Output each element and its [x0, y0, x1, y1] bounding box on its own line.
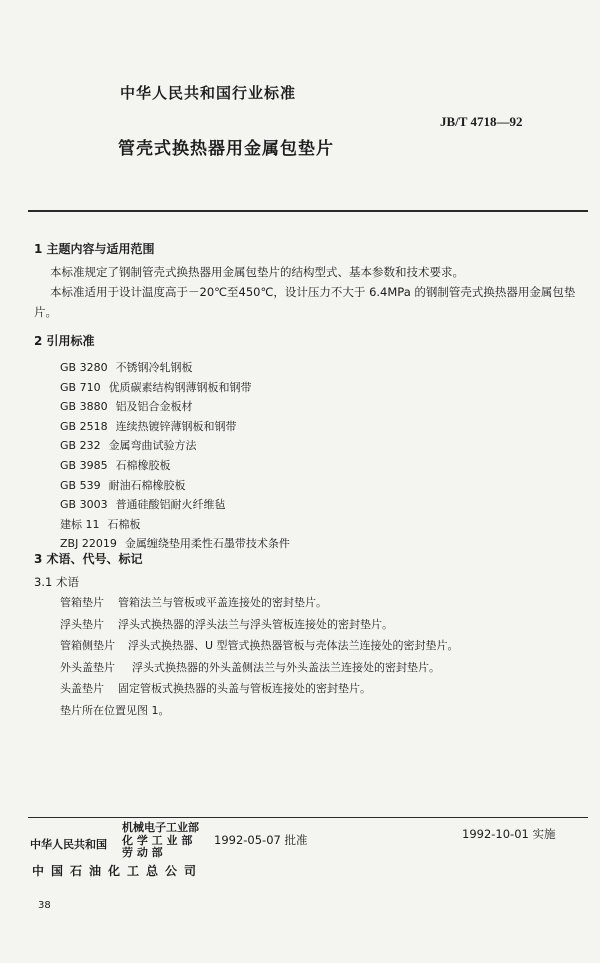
ministry-heading: 中华人民共和国行业标准	[120, 84, 297, 102]
ministry-name: 机械电子工业部	[122, 821, 199, 834]
term-name: 管箱侧垫片	[60, 639, 115, 652]
standard-name: 金属弯曲试验方法	[108, 439, 197, 453]
list-item	[60, 397, 290, 417]
list-item	[60, 358, 290, 378]
term-definition: 浮头式换热器的外头盖侧法兰与外头盖法兰连接处的密封垫片。	[132, 660, 440, 674]
standard-name: 耐油石棉橡胶板	[108, 478, 186, 492]
section-3-1-heading: 3.1 术语	[34, 575, 79, 589]
standard-name: 连续热镀锌薄钢板和钢带	[115, 419, 237, 433]
list-item	[60, 678, 459, 700]
term-definition: 管箱法兰与管板或平盖连接处的密封垫片。	[118, 596, 327, 609]
effective-date: 1992-10-01 实施	[462, 827, 556, 841]
section-1-para-2-text: 本标准适用于设计温度高于－20℃至450℃，设计压力不大于 6.4MPa 的钢制管壳式换热器用金属包垫片。	[34, 285, 576, 319]
term-name: 管箱垫片	[60, 596, 104, 609]
list-item	[60, 515, 290, 535]
term-definition: 浮头式换热器、U 型管式换热器管板与壳体法兰连接处的密封垫片。	[128, 639, 459, 652]
section-1-heading: 1 主题内容与适用范围	[34, 242, 155, 256]
issuing-corporation: 中国石油化工总公司	[32, 864, 204, 878]
standard-number: GB 539	[60, 478, 101, 492]
standard-number: GB 3280	[60, 361, 108, 374]
list-item	[60, 378, 290, 398]
term-definition: 浮头式换热器的浮头法兰与浮头管板连接处的密封垫片。	[118, 617, 393, 631]
list-item	[60, 456, 290, 476]
section-2-heading: 2 引用标准	[34, 334, 95, 348]
issuer-country: 中华人民共和国	[30, 838, 107, 851]
standard-number: GB 3003	[60, 498, 108, 512]
standard-number: GB 232	[60, 439, 101, 453]
section-1-para-1	[50, 262, 580, 282]
list-item	[60, 476, 290, 496]
issuing-ministries	[122, 822, 199, 860]
list-item	[60, 635, 459, 657]
section-1-para-2	[34, 282, 582, 322]
term-name: 浮头垫片	[60, 617, 104, 631]
list-item	[60, 436, 290, 456]
standard-name: 优质碳素结构钢薄钢板和钢带	[108, 380, 252, 394]
ministry-name: 化 学 工 业 部	[122, 833, 193, 847]
list-item	[60, 657, 459, 679]
section-1-para-1-text: 本标准规定了钢制管壳式换热器用金属包垫片的结构型式、基本参数和技术要求。	[50, 265, 464, 279]
list-item	[60, 495, 290, 515]
standard-name: 普通硅酸铝耐火纤维毡	[115, 498, 226, 512]
standard-number: ZBJ 22019	[60, 537, 117, 551]
page-number: 38	[38, 900, 51, 911]
standard-number: 建标 11	[60, 517, 100, 531]
list-item	[60, 614, 459, 636]
top-rule	[28, 210, 588, 212]
term-name: 外头盖垫片	[60, 660, 115, 674]
term-definition: 固定管板式换热器的头盖与管板连接处的密封垫片。	[118, 682, 371, 695]
standard-number: GB 3985	[60, 458, 108, 472]
standard-number: GB 2518	[60, 419, 108, 433]
standard-number: GB 710	[60, 380, 101, 394]
section-3-heading: 3 术语、代号、标记	[34, 552, 143, 566]
standard-name: 石棉橡胶板	[115, 458, 171, 472]
referenced-standards-list	[60, 358, 290, 554]
terms-list	[60, 592, 459, 721]
list-item	[60, 592, 459, 614]
standard-name: 不锈钢冷轧钢板	[115, 361, 193, 374]
standard-name: 金属缠绕垫用柔性石墨带技术条件	[124, 537, 290, 551]
figure-reference-note: 垫片所在位置见图 1。	[60, 703, 170, 717]
ministry-name: 劳 动 部	[122, 846, 163, 859]
standard-code: JB/T 4718—92	[440, 114, 523, 129]
approval-date: 1992-05-07 批准	[214, 833, 308, 847]
document-title: 管壳式换热器用金属包垫片	[118, 139, 334, 159]
list-item	[60, 417, 290, 437]
standard-name: 石棉板	[107, 517, 141, 531]
term-name: 头盖垫片	[60, 682, 104, 695]
standard-number: GB 3880	[60, 400, 108, 414]
bottom-rule	[28, 817, 588, 818]
standard-name: 铝及铝合金板材	[115, 400, 193, 414]
